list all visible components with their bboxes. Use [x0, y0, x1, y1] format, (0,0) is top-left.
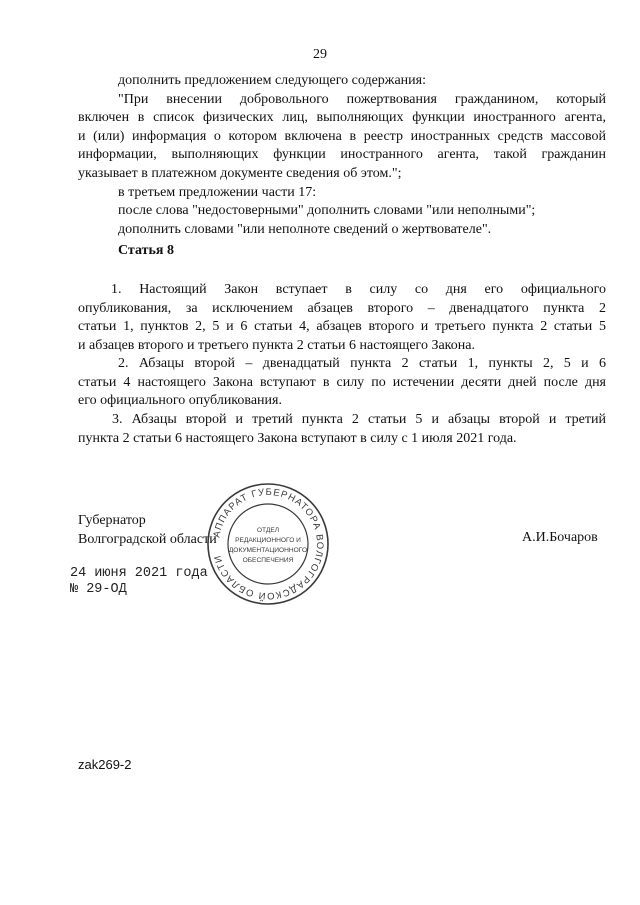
text-line: пункта 2 статьи 6 настоящего Закона вступают в силу с 1 июля 2021 года. [78, 430, 517, 446]
text-line: и абзацев второго и третьего пункта 2 статьи 6 настоящего Закона. [78, 337, 475, 353]
stamp-outer-text: АППАРАТ ГУБЕРНАТОРА ВОЛГОГРАДСКОЙ ОБЛАСТИ [211, 486, 326, 602]
signer-name: А.И.Бочаров [522, 530, 598, 545]
document-code: zak269-2 [78, 757, 132, 772]
text-line: статьи 1, пунктов 2, 5 и 6 статьи 4, абзацев второго и третьего пункта 2 статьи 5 [78, 319, 606, 335]
stamp-inner-line: РЕДАКЦИОННОГО И [235, 537, 301, 544]
governor-title-line: Губернатор [78, 513, 146, 528]
region-title-line: Волгоградской области [78, 532, 217, 547]
registration-block [70, 566, 208, 598]
governor-title [78, 511, 217, 549]
amendment-paragraph [78, 72, 606, 239]
text-line: статьи 4 настоящего Закона вступают в силу по истечении десяти дней после дня [78, 374, 606, 390]
registration-number: № 29-ОД [70, 582, 127, 597]
text-line: 2. Абзацы второй – двенадцатый пункта 2 статьи 1, пункты 2, 5 и 6 [118, 356, 606, 371]
official-stamp-icon [206, 482, 330, 606]
text-line: опубликования, за исключением абзацев второго – двенадцатого пункта 2 [78, 300, 606, 316]
text-line: и (или) информация о котором включена в реестр иностранных средств массовой [78, 128, 606, 144]
text-line: 3. Абзацы второй и третий пункта 2 статьи 5 и абзацы второй и третий [112, 412, 606, 427]
text-line: "При внесении добровольного пожертвования гражданином, который [118, 91, 606, 107]
page-number: 29 [313, 47, 327, 62]
text-line: информации, выполняющих функции иностранного агента, такой гражданин [78, 147, 606, 163]
text-line: указывает в платежном документе сведения об этом."; [78, 165, 402, 181]
text-line: включен в список физических лиц, выполняющих функции иностранного агента, [78, 110, 606, 126]
text-line: его официального опубликования. [78, 393, 282, 409]
registration-date: 24 июня 2021 года [70, 566, 208, 581]
article-item-1 [78, 281, 606, 355]
article-item-2 [78, 355, 606, 411]
stamp-inner-line: ДОКУМЕНТАЦИОННОГО [228, 547, 308, 554]
text-line: после слова "недостоверными" дополнить словами "или неполными"; [118, 203, 536, 219]
text-line: в третьем предложении части 17: [118, 184, 317, 200]
text-line: дополнить предложением следующего содержания: [118, 73, 426, 88]
article-heading: Статья 8 [118, 243, 174, 258]
stamp-inner-line: ОТДЕЛ [256, 527, 280, 534]
stamp-inner-line: ОБЕСПЕЧЕНИЯ [242, 557, 294, 564]
text-line: 1. Настоящий Закон вступает в силу со дня его официального [111, 282, 606, 297]
text-line: дополнить словами "или неполноте сведений о жертвователе". [118, 221, 492, 237]
article-item-3 [78, 411, 606, 448]
